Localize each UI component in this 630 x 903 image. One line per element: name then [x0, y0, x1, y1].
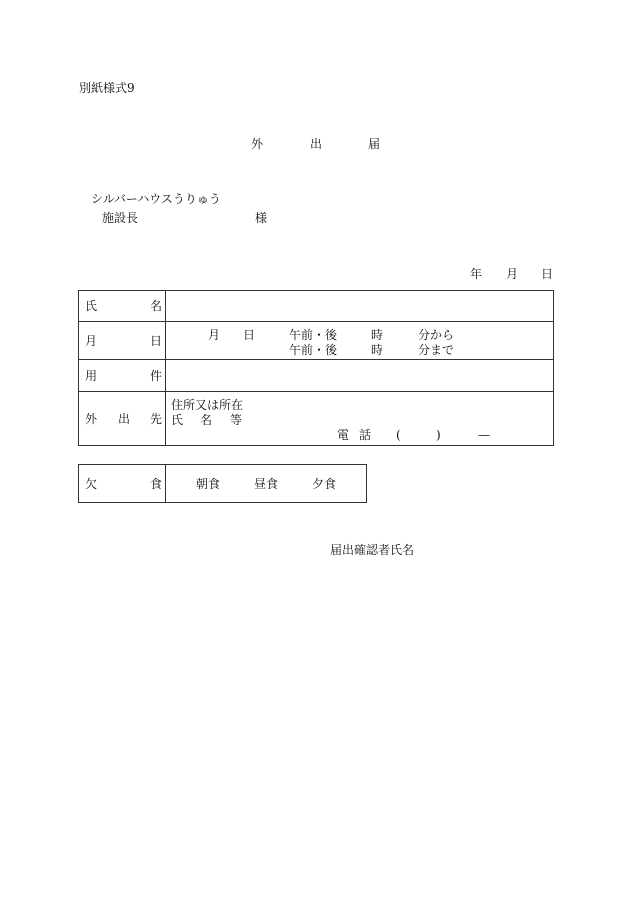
- label-char: 名: [150, 299, 163, 313]
- day-unit: 日: [243, 328, 256, 342]
- phone-label-char: 電: [337, 428, 350, 442]
- row-meals-label: [79, 465, 166, 503]
- label-char: 用: [85, 368, 98, 383]
- date-month: 月: [506, 267, 519, 281]
- facility-name: シルバーハウスうりゅう: [91, 192, 221, 206]
- name-label-char: 名: [200, 413, 213, 427]
- date-day: 日: [541, 267, 554, 281]
- label-char: 氏: [85, 299, 98, 313]
- row-purpose: [79, 360, 554, 392]
- label-char: 日: [150, 333, 163, 348]
- title-char: 出: [310, 137, 323, 151]
- label-char: 欠: [85, 476, 98, 491]
- row-datetime: [79, 322, 554, 360]
- title-char: 届: [368, 137, 381, 151]
- start-ampm: 午前・後: [289, 328, 338, 342]
- label-char: 外: [85, 411, 98, 426]
- confirmer-name-label: 届出確認者氏名: [330, 543, 415, 557]
- row-name-label: [79, 291, 166, 322]
- start-minute-unit: 分から: [418, 328, 455, 342]
- phone-dash: —: [478, 428, 490, 442]
- end-hour-unit: 時: [371, 343, 384, 357]
- meal-lunch[interactable]: 昼食: [254, 476, 279, 491]
- meal-options: [166, 465, 367, 503]
- label-char: 件: [150, 368, 163, 383]
- name-field[interactable]: [166, 291, 554, 322]
- row-destination-label: [79, 392, 166, 446]
- form-code: 別紙様式9: [79, 81, 135, 95]
- title-char: 外: [251, 137, 264, 151]
- address-label: 住所又は所在: [171, 398, 244, 412]
- label-char: 食: [150, 476, 163, 491]
- row-purpose-label: [79, 360, 166, 392]
- honorific: 様: [255, 211, 268, 225]
- meal-skip-table: [78, 464, 367, 503]
- row-datetime-label: [79, 322, 166, 360]
- outing-form-table: [78, 290, 554, 446]
- meal-dinner[interactable]: 夕食: [312, 476, 337, 491]
- date-year: 年: [470, 267, 483, 281]
- purpose-field[interactable]: [166, 360, 554, 392]
- label-char: 先: [150, 411, 163, 426]
- meal-breakfast[interactable]: 朝食: [196, 476, 221, 491]
- phone-label-char: 話: [359, 428, 372, 442]
- label-char: 月: [85, 333, 98, 348]
- name-label-char: 等: [230, 413, 243, 427]
- end-ampm: 午前・後: [289, 343, 338, 357]
- label-char: 出: [118, 411, 131, 426]
- phone-open-paren: (: [396, 428, 401, 442]
- facility-position: 施設長: [102, 211, 139, 225]
- month-unit: 月: [208, 328, 221, 342]
- name-label-char: 氏: [171, 413, 184, 427]
- row-meals: [79, 465, 367, 503]
- end-minute-unit: 分まで: [418, 343, 455, 357]
- start-hour-unit: 時: [371, 328, 384, 342]
- datetime-field[interactable]: [166, 322, 554, 360]
- row-name: [79, 291, 554, 322]
- destination-field[interactable]: [166, 392, 554, 446]
- row-destination: [79, 392, 554, 446]
- phone-close-paren: ): [436, 428, 441, 442]
